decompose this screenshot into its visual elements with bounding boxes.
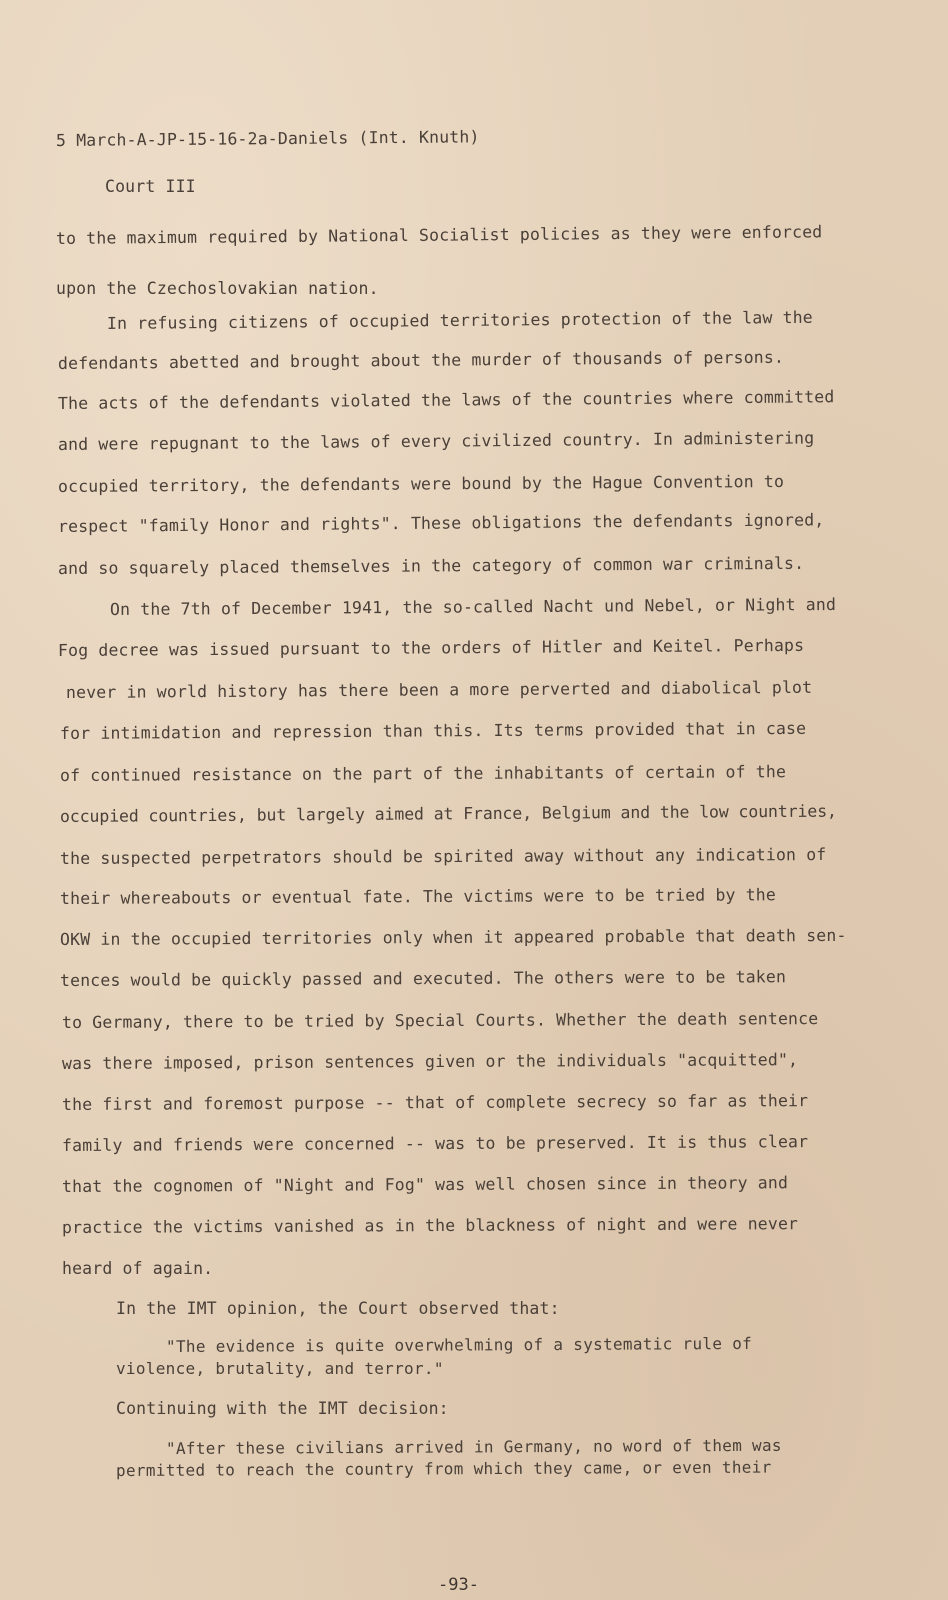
quotation-line: "The evidence is quite overwhelming of a systematic rule of bbox=[165, 1333, 753, 1356]
body-line: to Germany, there to be tried by Special Courts. Whether the death sentence bbox=[61, 1009, 819, 1032]
document-reference: 5 March-A-JP-15-16-2a-Daniels (Int. Knuth) bbox=[55, 127, 480, 150]
body-line: On the 7th of December 1941, the so-called Nacht und Nebel, or Night and bbox=[109, 594, 837, 619]
body-line: never in world history has there been a more perverted and diabolical plot bbox=[65, 677, 813, 702]
body-line: In the IMT opinion, the Court observed that: bbox=[116, 1299, 560, 1318]
quotation-line: violence, brutality, and terror." bbox=[116, 1359, 444, 1378]
body-line: their whereabouts or eventual fate. The victims were to be tried by the bbox=[59, 885, 776, 908]
page-number: -93- bbox=[438, 1575, 479, 1595]
body-line: to the maximum required by National Socialist policies as they were enforced bbox=[55, 222, 823, 248]
body-line: the first and foremost purpose -- that of complete secrecy so far as their bbox=[61, 1091, 809, 1114]
quotation-line: "After these civilians arrived in Germany, no word of them was bbox=[165, 1435, 782, 1458]
body-line: and were repugnant to the laws of every civilized country. In administering bbox=[57, 428, 815, 454]
body-line: occupied territory, the defendants were bound by the Hague Convention to bbox=[57, 471, 785, 496]
body-line: that the cognomen of "Night and Fog" was well chosen since in theory and bbox=[61, 1173, 789, 1196]
body-line: family and friends were concerned -- was to be preserved. It is thus clear bbox=[61, 1132, 809, 1155]
body-line: upon the Czechoslovakian nation. bbox=[56, 279, 379, 298]
body-line: occupied countries, but largely aimed at France, Belgium and the low countries, bbox=[59, 801, 837, 826]
body-line: Continuing with the IMT decision: bbox=[116, 1399, 449, 1418]
body-line: was there imposed, prison sentences given or the individuals "acquitted", bbox=[61, 1050, 799, 1073]
body-line: practice the victims vanished as in the blackness of night and were never bbox=[61, 1214, 799, 1237]
body-line: defendants abetted and brought about the murder of thousands of persons. bbox=[57, 347, 785, 373]
body-line: OKW in the occupied territories only when it appeared probable that death sen- bbox=[59, 925, 847, 949]
body-line: tences would be quickly passed and executed. The others were to be taken bbox=[59, 967, 787, 990]
body-line: and so squarely placed themselves in the category of common war criminals. bbox=[57, 553, 805, 578]
body-line: of continued resistance on the part of the inhabitants of certain of the bbox=[59, 762, 787, 785]
body-line: respect "family Honor and rights". These obligations the defendants ignored, bbox=[57, 510, 825, 536]
body-line: the suspected perpetrators should be spirited away without any indication of bbox=[59, 844, 827, 868]
court-label: Court III bbox=[105, 177, 196, 196]
quotation-line: permitted to reach the country from which they came, or even their bbox=[115, 1457, 772, 1480]
body-line: Fog decree was issued pursuant to the orders of Hitler and Keitel. Perhaps bbox=[57, 635, 805, 660]
body-line: heard of again. bbox=[62, 1259, 214, 1278]
body-line: for intimidation and repression than this. Its terms provided that in case bbox=[59, 718, 807, 743]
body-line: In refusing citizens of occupied territories protection of the law the bbox=[106, 307, 813, 333]
body-line: The acts of the defendants violated the laws of the countries where committed bbox=[57, 387, 835, 413]
